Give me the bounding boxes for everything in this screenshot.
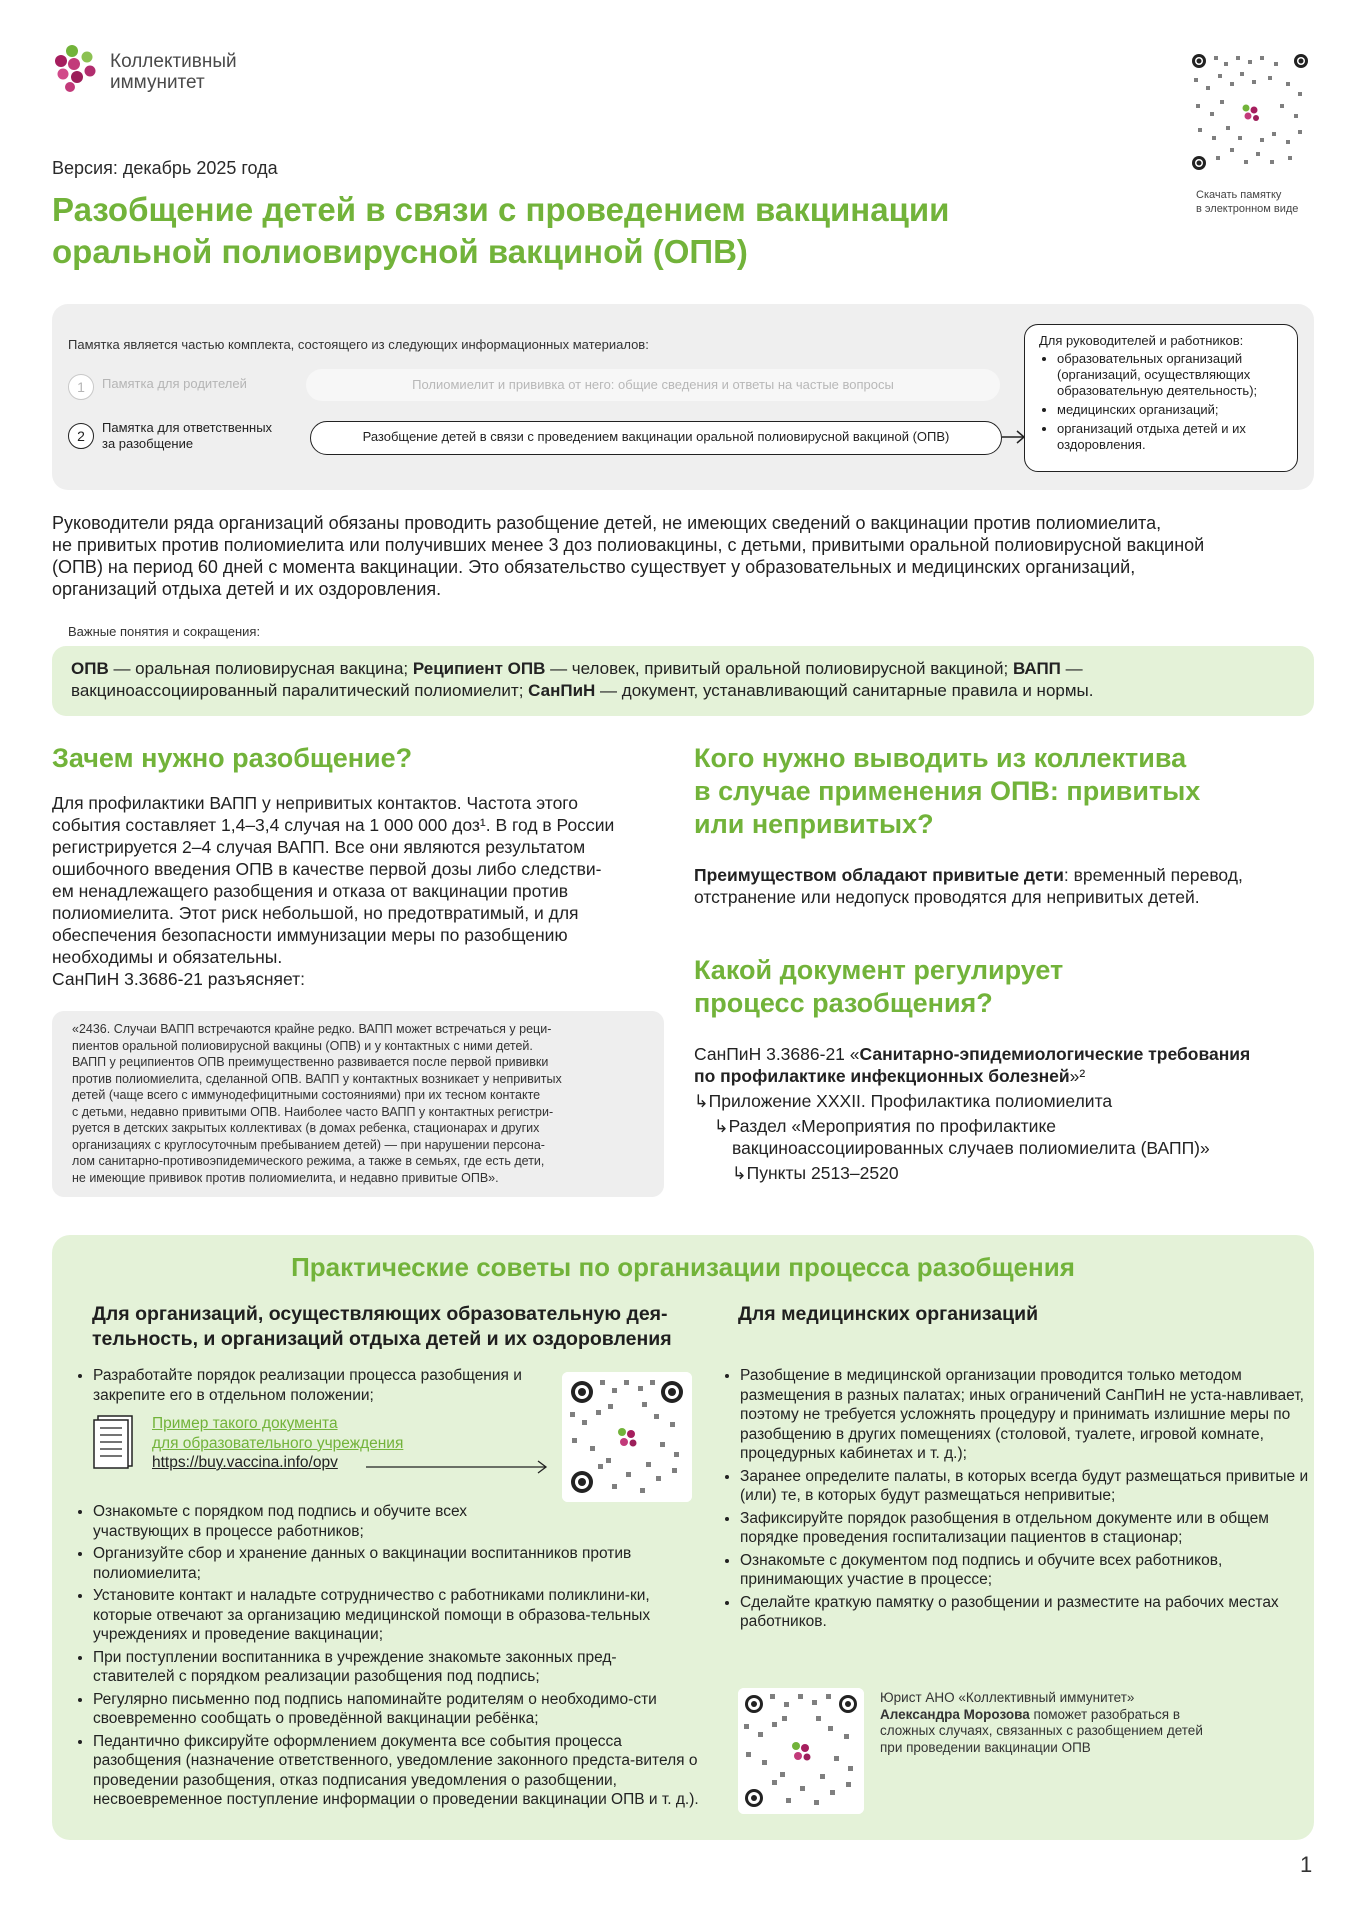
tips-left-heading: Для организаций, осуществляющих образовательную дея- тельность, и организаций отдыха детей и их оздоровления [92,1303,672,1350]
audience-item: • организаций отдыха детей и их оздоровления. [1057,421,1285,453]
kit-item-pill-2[interactable]: Разобщение детей в связи с проведением вакцинации оральной полиовирусной вакциной (ОПВ) [310,421,1002,455]
list-item: • Ознакомьте с порядком под подпись и обучите всех участвующих в процессе работников; [93,1502,513,1541]
return-arrow-icon: ↳ [732,1163,747,1183]
doc-heading: Какой документ регулирует процесс разобщения? [694,955,1064,1018]
tips-right-list [720,1366,1320,1635]
who-body: Преимуществом обладают привитые дети: временный перевод, отстранение или недопуск проводятся для непривитых детей. [694,865,1243,907]
audience-title: Для руководителей и работников: [1039,333,1244,348]
brand-name: Коллективный иммунитет [110,51,237,93]
page-number: 1 [1300,1852,1313,1877]
list-item: • Организуйте сбор и хранение данных о вакцинации воспитанников против полиомиелита; [93,1544,653,1583]
kit-item-pill-1[interactable]: Полиомиелит и прививка от него: общие сведения и ответы на частые вопросы [306,369,1000,401]
doc-body: СанПиН 3.3686-21 «Санитарно-эпидемиологические требования по профилактике инфекционных болезней»² ↳Приложение XXXII. Профилактика полиомиелита ↳Раздел «Мероприятия по профилактике вакциноассоциированных случаев полиомиелита (ВАПП)» ↳Пункты 2513–2520 [694,1044,1251,1183]
example-document-link[interactable]: Пример такого документа для образовательного учреждения https://buy.vaccina.info/opv [152,1415,404,1471]
tips-left-list [73,1502,733,1813]
why-heading: Зачем нужно разобщение? [52,743,413,773]
list-item: • Сделайте краткую памятку о разобщении и разместите на рабочих местах работников. [740,1593,1320,1632]
lawyer-note: Юрист АНО «Коллективный иммунитет» Александра Морозова поможет разобраться в сложных случаях, связанных с разобщением детей при проведении вакцинации ОПВ [880,1690,1203,1755]
arrow-right-icon [366,1460,548,1474]
tips-title: Практические советы по организации процесса разобщения [291,1252,1075,1282]
list-item: • При поступлении воспитанника в учреждение знакомьте законных пред-ставителей с порядком реализации разобщения под подпись; [93,1648,693,1687]
why-body: Для профилактики ВАПП у непривитых контактов. Частота этого события составляет 1,4–3,4 случая на 1 000 000 доз¹. В год в России регистрируется 2–4 случая ВАПП. Все они являются результатом ошибочного введения ОПВ в качестве первой дозы либо следстви- ем ненадлежащего разобщения и отказа от вакцинации против полиомиелита. Этот риск небольшой, но предотвратимый, и для обеспечения безопасности иммунизации меры по разобщению необходимы и обязательны. СанПиН 3.3686-21 разъясняет: [52,792,692,990]
document-icon [92,1414,134,1470]
sanpin-intro: СанПиН 3.3686-21 разъясняет: [52,969,306,989]
return-arrow-icon: ↳ [694,1091,709,1111]
list-item: • Зафиксируйте порядок разобщения в отдельном документе или в общем порядке проведения госпитализации пациентов в стационар; [740,1509,1320,1548]
who-heading: Кого нужно выводить из коллектива в случае применения ОПВ: привитых или непривитых? [694,743,1201,839]
intro-paragraph: Руководители ряда организаций обязаны проводить разобщение детей, не имеющих сведений о вакцинации против полиомиелита, не привитых против полиомиелита или получивших менее 3 доз полиовакцины, с детьми, привитыми оральной полиовирусной вакциной (ОПВ) на период 60 дней с момента вакцинации. Это обязательство существует у образовательных и медицинских организаций, организаций отдыха детей и их оздоровления. [52,513,1205,599]
qr-code-icon [562,1372,692,1502]
list-item: • Разработайте порядок реализации процесса разобщения и закрепите его в отдельном положении; [93,1366,571,1405]
tips-left-first [73,1366,571,1408]
arrow-right-icon [1002,429,1026,445]
list-item: • Педантично фиксируйте оформлением документа все события процесса разобщения (назначение ответственного, уведомление законного предста-вителя о проведении разобщения, отказ подписания уведомления о разобщении, несвоевременное поступление информации о проведении вакцинации ОПВ и т. д.). [93,1732,703,1810]
qr-code-icon [738,1688,864,1814]
audience-item: • медицинских организаций; [1057,402,1285,418]
list-item: • Ознакомьте с документом под подпись и обучите всех работников, принимающих участие в процессе; [740,1551,1320,1590]
definitions-label: Важные понятия и сокращения: [68,624,261,639]
kit-item-label-2: Памятка для ответственных за разобщение [102,420,273,451]
kit-item-label-1: Памятка для родителей [102,376,247,391]
list-item: • Заранее определите палаты, в которых всегда будут размещаться привитые и (или) те, в которых будут размещаться непривитые; [740,1467,1320,1506]
qr-caption: Скачать памятку в электронном виде [1196,189,1299,215]
list-item: • Разобщение в медицинской организации проводится только методом размещения в разных палатах; иных ограничений СанПиН не уста-навливает, поэтому не требуется усложнять процедуру и принимать излишние меры по разобщению в других помещениях (столовой, туалете, игровой комнате, процедурных кабинетах и т. д.); [740,1366,1320,1464]
kit-item-number-2: 2 [68,423,94,449]
tips-right-heading: Для медицинских организаций [738,1303,1039,1325]
sanpin-quote: «2436. Случаи ВАПП встречаются крайне редко. ВАПП может встречаться у реци- пиентов оральной полиовирусной вакцины (ОПВ) и у контактных с ними детей. ВАПП у реципиентов ОПВ преимущественно развивается после первой прививки против полиомиелита, сделанной ОПВ. ВАПП у контактных возникает у непривитых детей (чаще всего с иммунодефицитными состояниями) при их тесном контакте с детьми, недавно привитыми ОПВ. Наиболее часто ВАПП у контактных регистри- руется в детских закрытых коллективах (в домах ребенка, стационарах и других организациях с круглосуточным пребыванием детей) — при нарушении персона- лом санитарно-противоэпидемического режима, а также в семьях, где есть дети, не имеющие прививок против полиомиелита, и недавно привитые ОПВ». [52,1011,664,1197]
example-url: https://buy.vaccina.info/opv [152,1454,338,1471]
logo-icon [52,44,102,94]
list-item: • Установите контакт и наладьте сотрудничество с работниками поликлини-ки, которые отвечают за организацию медицинской помощи в образова-тельных учреждениях и проведение вакцинации; [93,1586,703,1645]
version-label: Версия: декабрь 2025 года [52,158,278,178]
page-title: Разобщение детей в связи с проведением вакцинации оральной полиовирусной вакциной (ОПВ) [52,191,950,270]
audience-item: • образовательных организаций (организаций, осуществляющих образовательную деятельность); [1057,351,1285,399]
list-item: • Регулярно письменно под подпись напоминайте родителям о необходимо-сти своевременно сообщать о проведённой вакцинации ребёнка; [93,1690,703,1729]
qr-code-example[interactable] [562,1372,692,1502]
return-arrow-icon: ↳ [714,1116,729,1136]
qr-code-download[interactable] [1190,52,1310,172]
qr-code-icon [1190,52,1310,172]
kit-intro: Памятка является частью комплекта, состоящего из следующих информационных материалов: [68,337,649,352]
definitions-box: ОПВ — оральная полиовирусная вакцина; Реципиент ОПВ — человек, привитый оральной полиовирусной вакциной; ВАПП — вакциноассоциированный паралитический полиомиелит; СанПиН — документ, устанавливающий санитарные правила и нормы. [52,646,1314,716]
kit-item-number-1: 1 [68,374,94,400]
audience-box [1024,324,1298,472]
qr-code-lawyer[interactable] [738,1688,864,1814]
